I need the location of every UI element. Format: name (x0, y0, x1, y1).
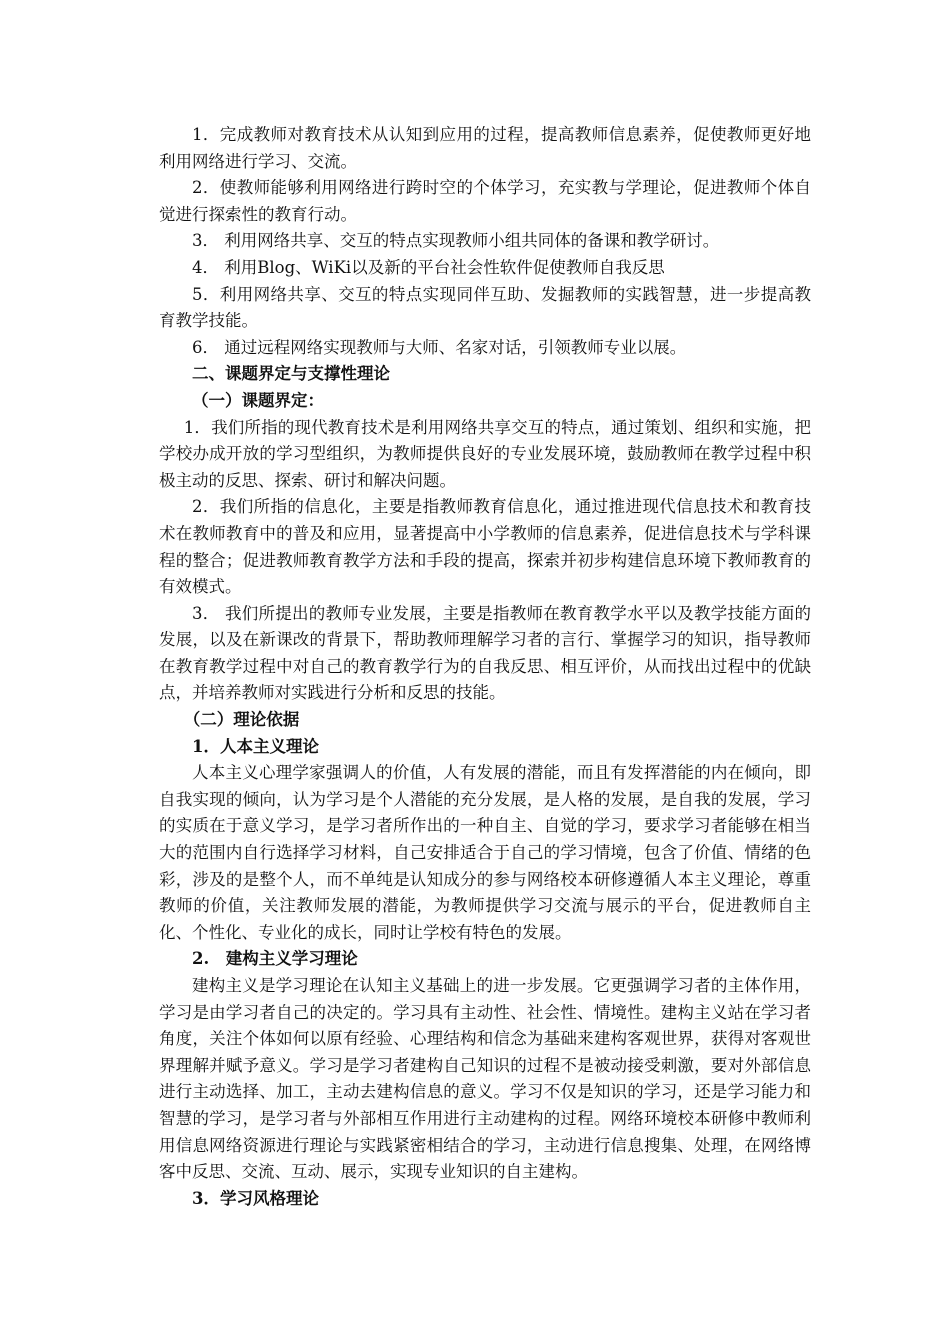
goal-item-1: 1．完成教师对教育技术从认知到应用的过程，提高教师信息素养，促使教师更好地利用网络进行学习、交流。 (159, 125, 811, 171)
subsection-heading-definition: （一）课题界定： (192, 390, 324, 410)
section-heading-2: 二、课题界定与支撑性理论 (192, 364, 390, 384)
theory-text-humanism: 人本主义心理学家强调人的价值，人有发展的潜能，而且有发挥潜能的内在倾向，即自我实现的倾向，认为学习是个人潜能的充分发展，是人格的发展，是自我的发展，学习的实质在于意义学习，是学习者所作出的一种自主、自觉的学习，要求学习者能够在相当大的范围内自行选择学习材料，自己安排适合于自己的学习情境，包含了价值、情绪的色彩，涉及的是整个人，而不单纯是认知成分的参与网络校本研修遵循人本主义理论，尊重教师的价值，关注教师发展的潜能，为教师提供学习交流与展示的平台，促进教师自主化、个性化、专业化的成长，同时让学校有特色的发展。 (159, 763, 811, 942)
definition-item-1: 1．我们所指的现代教育技术是利用网络共享交互的特点，通过策划、组织和实施，把学校办成开放的学习型组织，为教师提供良好的专业发展环境，鼓励教师在教学过程中积极主动的反思、探索、研讨和解决问题。 (159, 417, 811, 490)
definition-item-3: 3． 我们所提出的教师专业发展，主要是指教师在教育教学水平以及教学技能方面的发展，以及在新课改的背景下，帮助教师理解学习者的言行、掌握学习的知识，指导教师在教育教学过程中对自己的教育教学行为的自我反思、相互评价，从而找出过程中的优缺点，并培养教师对实践进行分析和反思的技能。 (159, 603, 811, 703)
goal-item-5: 5．利用网络共享、交互的特点实现同伴互助、发掘教师的实践智慧，进一步提高教育教学技能。 (159, 284, 811, 331)
document-body (159, 122, 811, 1212)
goal-item-4: 4． 利用Blog、WiKi以及新的平台社会性软件促使教师自我反思 (192, 257, 665, 277)
theory-heading-humanism: 1．人本主义理论 (192, 736, 319, 756)
goal-item-6: 6． 通过远程网络实现教师与大师、名家对话，引领教师专业以展。 (192, 337, 687, 357)
goal-item-2: 2．使教师能够利用网络进行跨时空的个体学习，充实教与学理论，促进教师个体自觉进行探索性的教育行动。 (159, 178, 811, 224)
subsection-heading-theory: （二）理论依据 (183, 710, 300, 730)
theory-heading-learning-style: 3．学习风格理论 (192, 1188, 319, 1208)
goal-item-3: 3． 利用网络共享、交互的特点实现教师小组共同体的备课和教学研讨。 (192, 231, 720, 251)
theory-text-constructivism: 建构主义是学习理论在认知主义基础上的进一步发展。它更强调学习者的主体作用，学习是由学习者自己的决定的。学习具有主动性、社会性、情境性。建构主义站在学习者角度，关注个体如何以原有经验、心理结构和信念为基础来建构客观世界，获得对客观世界理解并赋予意义。学习是学习者建构自己知识的过程不是被动接受刺激，要对外部信息进行主动选择、加工，主动去建构信息的意义。学习不仅是知识的学习，还是学习能力和智慧的学习，是学习者与外部相互作用进行主动建构的过程。网络环境校本研修中教师利用信息网络资源进行理论与实践紧密相结合的学习，主动进行信息搜集、处理，在网络博客中反思、交流、互动、展示，实现专业知识的自主建构。 (159, 976, 811, 1182)
theory-heading-constructivism: 2. 建构主义学习理论 (192, 949, 358, 969)
definition-item-2: 2．我们所指的信息化，主要是指教师教育信息化，通过推进现代信息技术和教育技术在教师教育中的普及和应用，显著提高中小学教师的信息素养，促进信息技术与学科课程的整合；促进教师教育教学方法和手段的提高，探索并初步构建信息环境下教师教育的有效模式。 (159, 497, 811, 597)
